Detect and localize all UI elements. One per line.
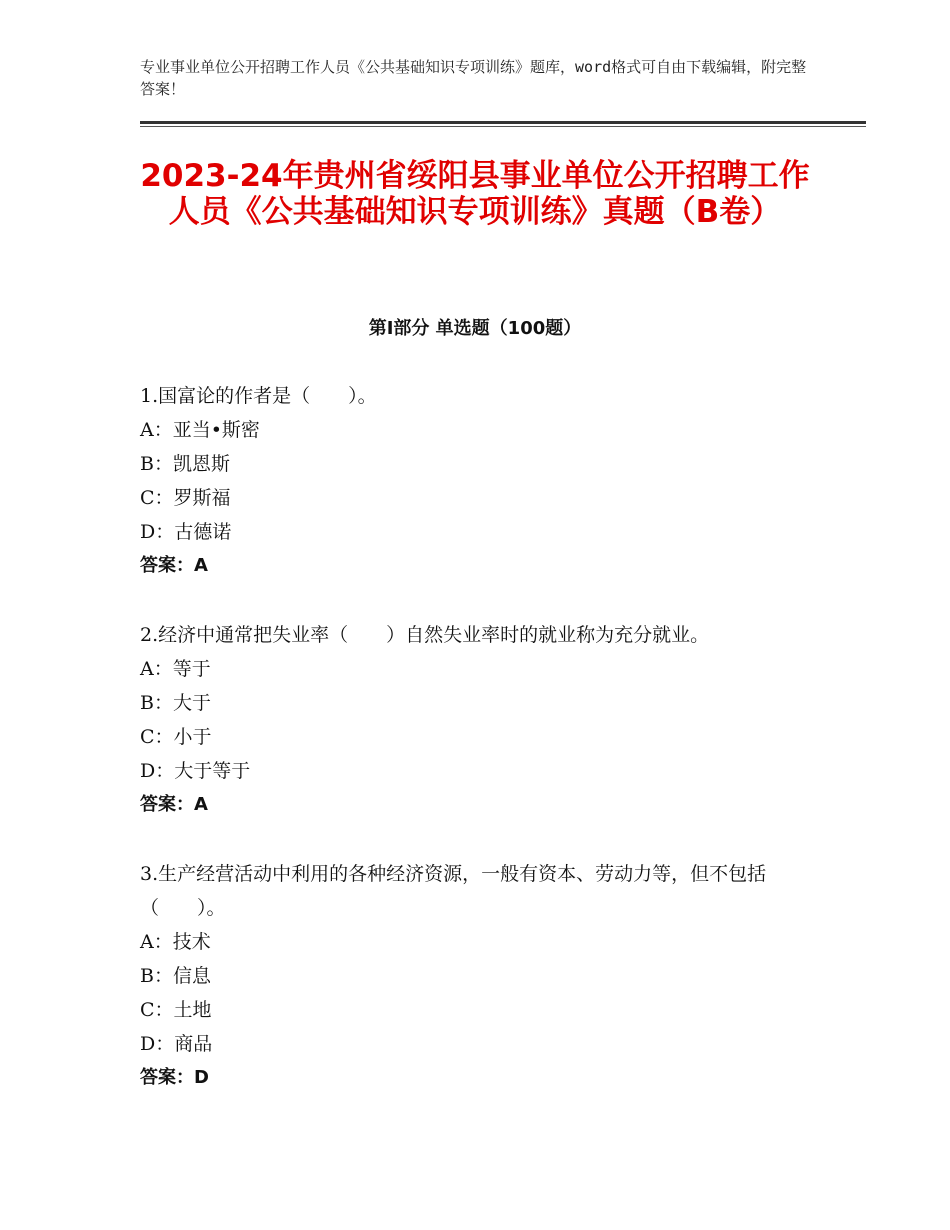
header-rule-thin bbox=[140, 126, 866, 127]
answer: 答案：A bbox=[140, 794, 208, 815]
question-1 bbox=[140, 379, 820, 583]
option-c: C：小于 bbox=[140, 726, 212, 748]
question-stem: 3.生产经营活动中利用的各种经济资源，一般有资本、劳动力等，但不包括（ ）。 bbox=[140, 863, 767, 919]
answer: 答案：A bbox=[140, 555, 208, 576]
option-b: B：信息 bbox=[140, 965, 211, 987]
option-d: D：古德诺 bbox=[140, 521, 232, 543]
question-2 bbox=[140, 618, 820, 822]
option-b: B：大于 bbox=[140, 692, 211, 714]
document-title: 2023-24年贵州省绥阳县事业单位公开招聘工作人员《公共基础知识专项训练》真题（B卷） bbox=[140, 158, 810, 230]
header-rule-thick bbox=[140, 121, 866, 124]
option-a: A：等于 bbox=[140, 658, 211, 680]
option-a: A：亚当•斯密 bbox=[140, 419, 260, 441]
question-3 bbox=[140, 857, 800, 1095]
option-c: C：罗斯福 bbox=[140, 487, 231, 509]
section-title: 第Ⅰ部分 单选题（100题） bbox=[368, 318, 582, 339]
header-note: 专业事业单位公开招聘工作人员《公共基础知识专项训练》题库，word格式可自由下载编辑，附完整答案！ bbox=[140, 58, 807, 98]
option-b: B：凯恩斯 bbox=[140, 453, 230, 475]
option-c: C：土地 bbox=[140, 999, 212, 1021]
question-stem: 2.经济中通常把失业率（ ）自然失业率时的就业称为充分就业。 bbox=[140, 624, 710, 646]
option-a: A：技术 bbox=[140, 931, 211, 953]
answer: 答案：D bbox=[140, 1067, 209, 1088]
option-d: D：商品 bbox=[140, 1033, 213, 1055]
option-d: D：大于等于 bbox=[140, 760, 251, 782]
question-stem: 1.国富论的作者是（ ）。 bbox=[140, 385, 377, 407]
